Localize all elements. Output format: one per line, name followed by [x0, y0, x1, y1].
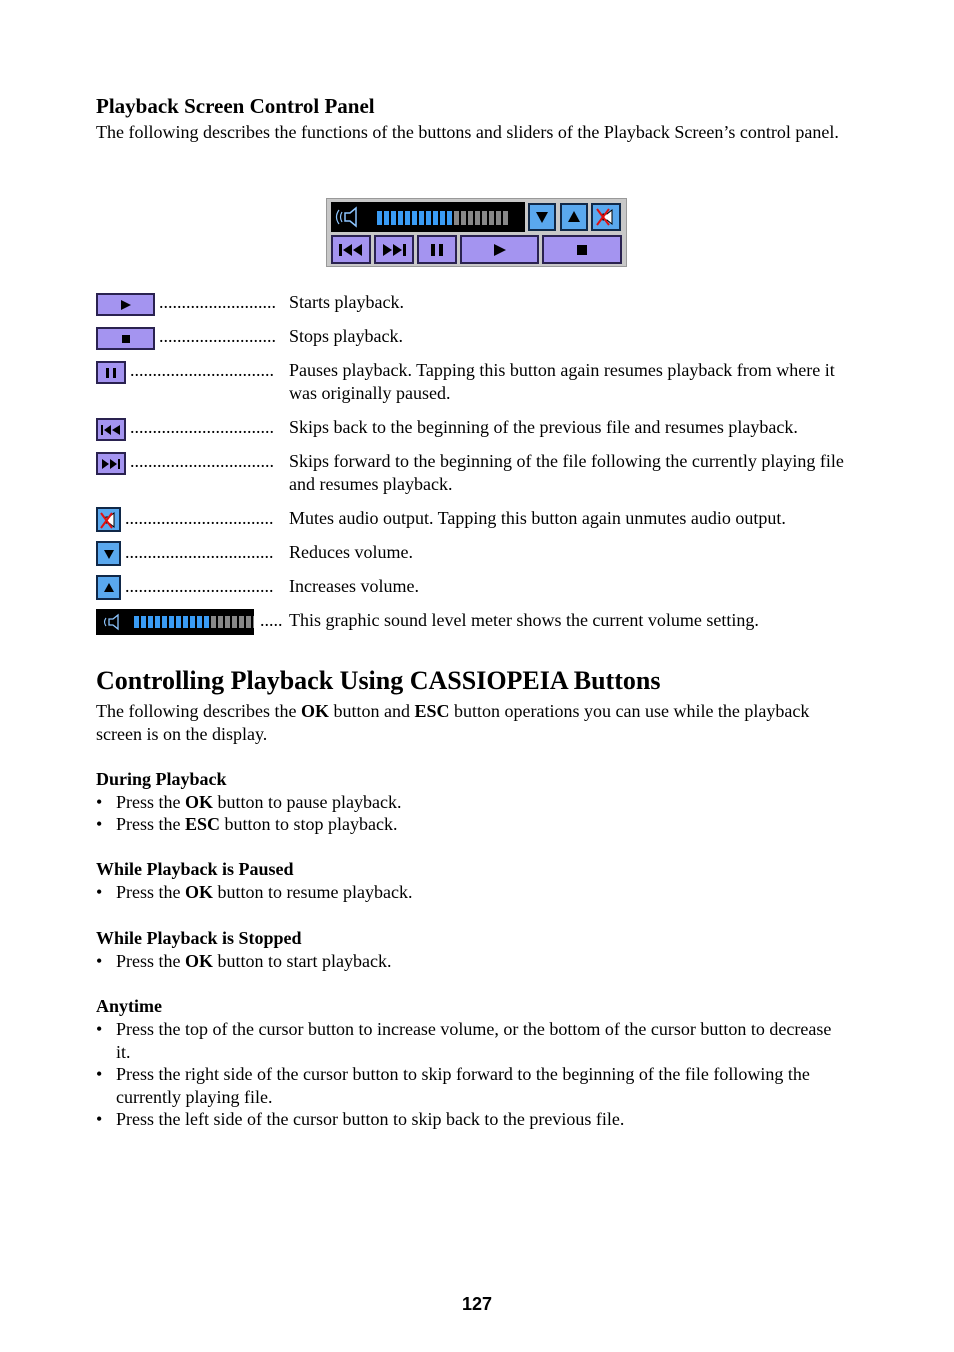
bullet-point: •	[96, 792, 103, 812]
meter-segment	[496, 211, 501, 225]
meter-segment	[405, 211, 410, 225]
legend-sound-level-meter	[96, 609, 254, 635]
sound-level-meter-icon	[96, 609, 254, 635]
skip-forward-description: Skips forward to the beginning of the file following the currently playing file and resumes playback.	[289, 451, 844, 494]
skip-forward-icon	[381, 243, 407, 257]
meter-segment	[162, 616, 167, 628]
item-text: button to stop playback.	[220, 814, 398, 834]
volume-down-icon	[103, 548, 115, 560]
meter-segment	[482, 211, 487, 225]
leader-dots: .................................	[125, 508, 274, 528]
item-text: Press the top of the cursor button to increase volume, or the bottom of the cursor button to decrease it.	[116, 1019, 832, 1062]
panel-skip-forward-button[interactable]	[374, 235, 414, 264]
panel-sound-level-meter	[331, 202, 525, 232]
play-icon	[120, 299, 132, 311]
legend-volume-down-button	[96, 541, 121, 566]
section-title-control-panel: Playback Screen Control Panel	[96, 94, 375, 118]
mute-icon	[594, 206, 618, 228]
pause-description: Pauses playback. Tapping this button again resumes playback from where it was originally paused.	[289, 360, 835, 403]
ok-key: OK	[185, 882, 214, 902]
meter-segment	[377, 211, 382, 225]
section2-intro	[96, 700, 836, 746]
meter-segment	[204, 616, 209, 628]
speaker-icon	[331, 202, 525, 232]
meter-segment	[468, 211, 473, 225]
panel-pause-button[interactable]	[417, 235, 457, 264]
ok-key: OK	[185, 792, 214, 812]
meter-segment	[134, 616, 139, 628]
meter-segment	[398, 211, 403, 225]
page-number: 127	[461, 1294, 493, 1314]
meter-segment	[384, 211, 389, 225]
panel-mute-button[interactable]	[591, 203, 621, 231]
meter-segment	[155, 616, 160, 628]
ok-key: OK	[300, 701, 329, 721]
intro-text: button operations you can use while the playback screen is on the display.	[96, 701, 810, 744]
skip-back-icon	[338, 243, 364, 257]
legend-pause-button	[96, 361, 126, 384]
bullet-point: •	[96, 951, 103, 971]
meter-segment	[454, 211, 459, 225]
legend-mute-button	[96, 507, 121, 532]
meter-segment	[141, 616, 146, 628]
panel-volume-up-button[interactable]	[560, 203, 588, 231]
meter-segment	[190, 616, 195, 628]
section-title-cassiopeia-buttons: Controlling Playback Using CASSIOPEIA Buttons	[96, 666, 661, 695]
meter-segment	[176, 616, 181, 628]
leader-dots: ..........................	[159, 292, 276, 312]
pause-icon	[430, 243, 444, 257]
meter-segment	[440, 211, 445, 225]
intro-text: button and	[328, 701, 415, 721]
meter-segment	[183, 616, 188, 628]
leader-dots: ................................	[130, 451, 274, 471]
bullet-point: •	[96, 882, 103, 902]
leader-dots: .....	[260, 610, 283, 630]
meter-segment	[246, 616, 251, 628]
legend-volume-up-button	[96, 575, 121, 600]
legend-skip-forward-button	[96, 452, 126, 475]
meter-segment	[391, 211, 396, 225]
meter-segment	[447, 211, 452, 225]
leader-dots: .................................	[125, 542, 274, 562]
stopped-heading: While Playback is Stopped	[96, 928, 302, 948]
meter-segment	[169, 616, 174, 628]
meter-segment	[211, 616, 216, 628]
stop-icon	[121, 334, 131, 344]
item-text: button to pause playback.	[213, 792, 402, 812]
control-panel-illustration	[326, 198, 627, 267]
bullet-point: •	[96, 1019, 103, 1039]
meter-description: This graphic sound level meter shows the current volume setting.	[289, 610, 759, 630]
meter-segment	[461, 211, 466, 225]
stop-icon	[576, 244, 588, 256]
meter-segment	[475, 211, 480, 225]
volume-down-icon	[535, 210, 549, 224]
panel-play-button[interactable]	[460, 235, 539, 264]
meter-segment	[419, 211, 424, 225]
panel-volume-down-button[interactable]	[528, 203, 556, 231]
item-text: Press the	[116, 882, 185, 902]
meter-segment	[239, 616, 244, 628]
legend-skip-back-button	[96, 418, 126, 441]
panel-stop-button[interactable]	[542, 235, 622, 264]
anytime-heading: Anytime	[96, 996, 162, 1016]
mute-description: Mutes audio output. Tapping this button again unmutes audio output.	[289, 508, 786, 528]
section-intro: The following describes the functions of the buttons and sliders of the Playback Screen’s control panel.	[96, 122, 839, 142]
paused-heading: While Playback is Paused	[96, 859, 294, 879]
mute-icon	[99, 510, 119, 530]
ok-key: OK	[185, 951, 214, 971]
item-text: Press the	[116, 792, 185, 812]
esc-key: ESC	[185, 814, 221, 834]
meter-segment	[412, 211, 417, 225]
play-description: Starts playback.	[289, 292, 404, 312]
meter-segment	[197, 616, 202, 628]
item-text: button to resume playback.	[213, 882, 413, 902]
volume-up-icon	[567, 210, 581, 224]
leader-dots: ..........................	[159, 326, 276, 346]
legend-stop-button	[96, 327, 155, 350]
skip-forward-icon	[100, 458, 122, 470]
meter-segment	[433, 211, 438, 225]
bullet-point: •	[96, 1064, 103, 1084]
meter-segment	[148, 616, 153, 628]
item-text: Press the	[116, 951, 185, 971]
leader-dots: .................................	[125, 576, 274, 596]
item-text: Press the left side of the cursor button to skip back to the previous file.	[116, 1109, 625, 1129]
bullet-point: •	[96, 1109, 103, 1129]
legend-play-button	[96, 293, 155, 316]
item-text: Press the right side of the cursor button to skip forward to the beginning of the file following the currently playing file.	[116, 1064, 810, 1107]
volume-up-description: Increases volume.	[289, 576, 419, 596]
meter-segment	[218, 616, 223, 628]
play-icon	[493, 243, 507, 257]
volume-up-icon	[103, 582, 115, 594]
skip-back-description: Skips back to the beginning of the previous file and resumes playback.	[289, 417, 798, 437]
esc-key: ESC	[414, 701, 450, 721]
volume-down-description: Reduces volume.	[289, 542, 413, 562]
skip-back-icon	[100, 424, 122, 436]
panel-skip-back-button[interactable]	[331, 235, 371, 264]
intro-text: The following describes the	[96, 701, 301, 721]
leader-dots: ................................	[130, 360, 274, 380]
bullet-point: •	[96, 814, 103, 834]
item-text: button to start playback.	[213, 951, 392, 971]
meter-segment	[503, 211, 508, 225]
stop-description: Stops playback.	[289, 326, 403, 346]
meter-segment	[253, 616, 254, 628]
leader-dots: ................................	[130, 417, 274, 437]
meter-segment	[232, 616, 237, 628]
meter-segment	[489, 211, 494, 225]
meter-segment	[426, 211, 431, 225]
item-text: Press the	[116, 814, 185, 834]
meter-segment	[225, 616, 230, 628]
pause-icon	[105, 367, 117, 379]
during-playback-heading: During Playback	[96, 769, 227, 789]
